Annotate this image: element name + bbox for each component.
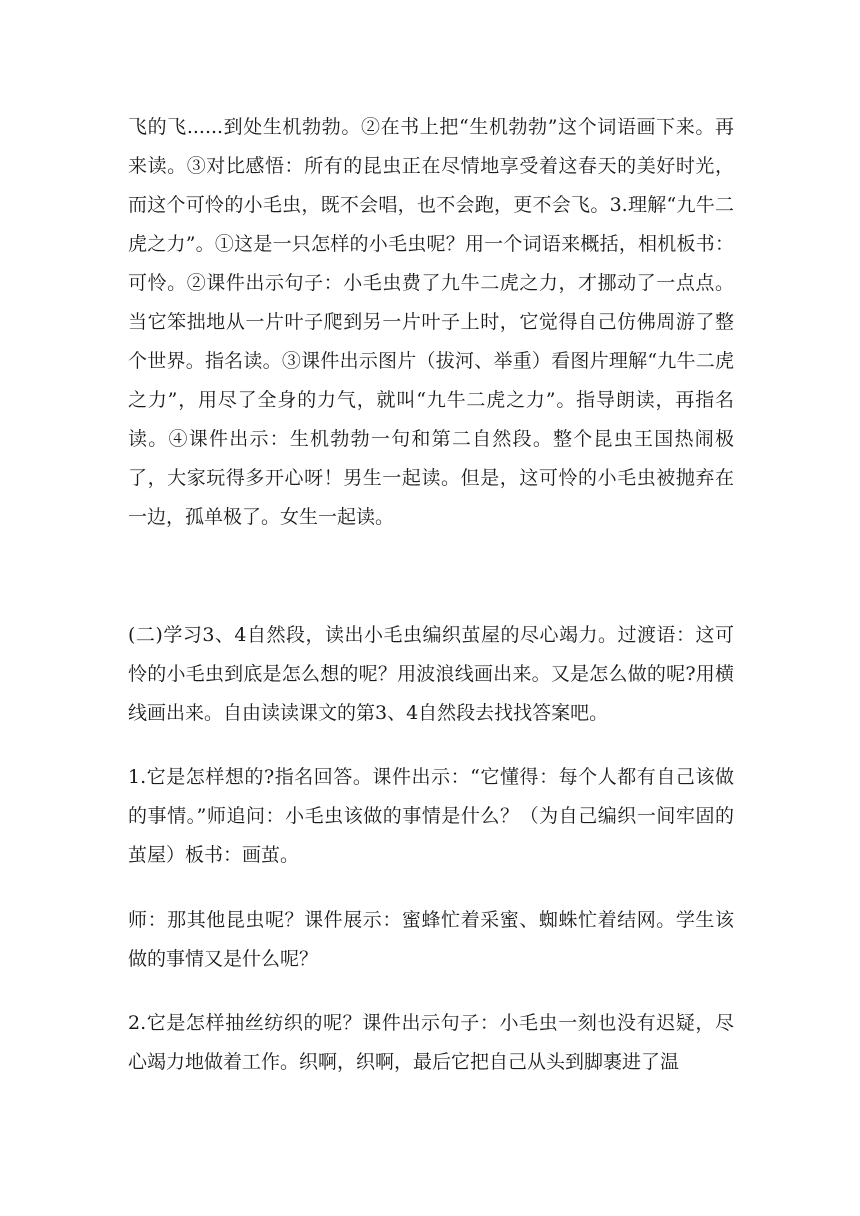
paragraph-2: (二)学习3、4自然段，读出小毛虫编织茧屋的尽心竭力。过渡语：这可怜的小毛虫到底是怎么想的呢？用波浪线画出来。又是怎么做的呢?用横线画出来。自由读读课文的第3、4自然段去找找答案吧。 (128, 624, 734, 724)
paragraph-5: 2.它是怎样抽丝纺织的呢？课件出示句子：小毛虫一刻也没有迟疑，尽心竭力地做着工作。织啊，织啊，最后它把自己从头到脚裹进了温 (128, 1012, 734, 1073)
paragraph-4: 师：那其他昆虫呢？课件展示：蜜蜂忙着采蜜、蜘蛛忙着结网。学生该做的事情又是什么呢？ (128, 909, 734, 970)
paragraph-3: 1.它是怎样想的?指名回答。课件出示：“它懂得：每个人都有自己该做的事情。”师追问：小毛虫该做的事情是什么？（为自己编织一间牢固的茧屋）板书：画茧。 (128, 766, 734, 866)
paragraph-1: 飞的飞......到处生机勃勃。②在书上把“生机勃勃”这个词语画下来。再来读。③对比感悟：所有的昆虫正在尽情地享受着这春天的美好时光，而这个可怜的小毛虫，既不会唱，也不会跑，更不会飞。3.理解“九牛二虎之力”。①这是一只怎样的小毛虫呢？用一个词语来概括，相机板书：可怜。②课件出示句子：小毛虫费了九牛二虎之力，才挪动了一点点。当它笨拙地从一片叶子爬到另一片叶子上时，它觉得自己仿佛周游了整个世界。指名读。③课件出示图片（拔河、举重）看图片理解“九牛二虎之力”，用尽了全身的力气，就叫“九牛二虎之力”。指导朗读，再指名读。④课件出示：生机勃勃一句和第二自然段。整个昆虫王国热闹极了，大家玩得多开心呀！男生一起读。但是，这可怜的小毛虫被抛弃在一边，孤单极了。女生一起读。 (128, 116, 734, 528)
